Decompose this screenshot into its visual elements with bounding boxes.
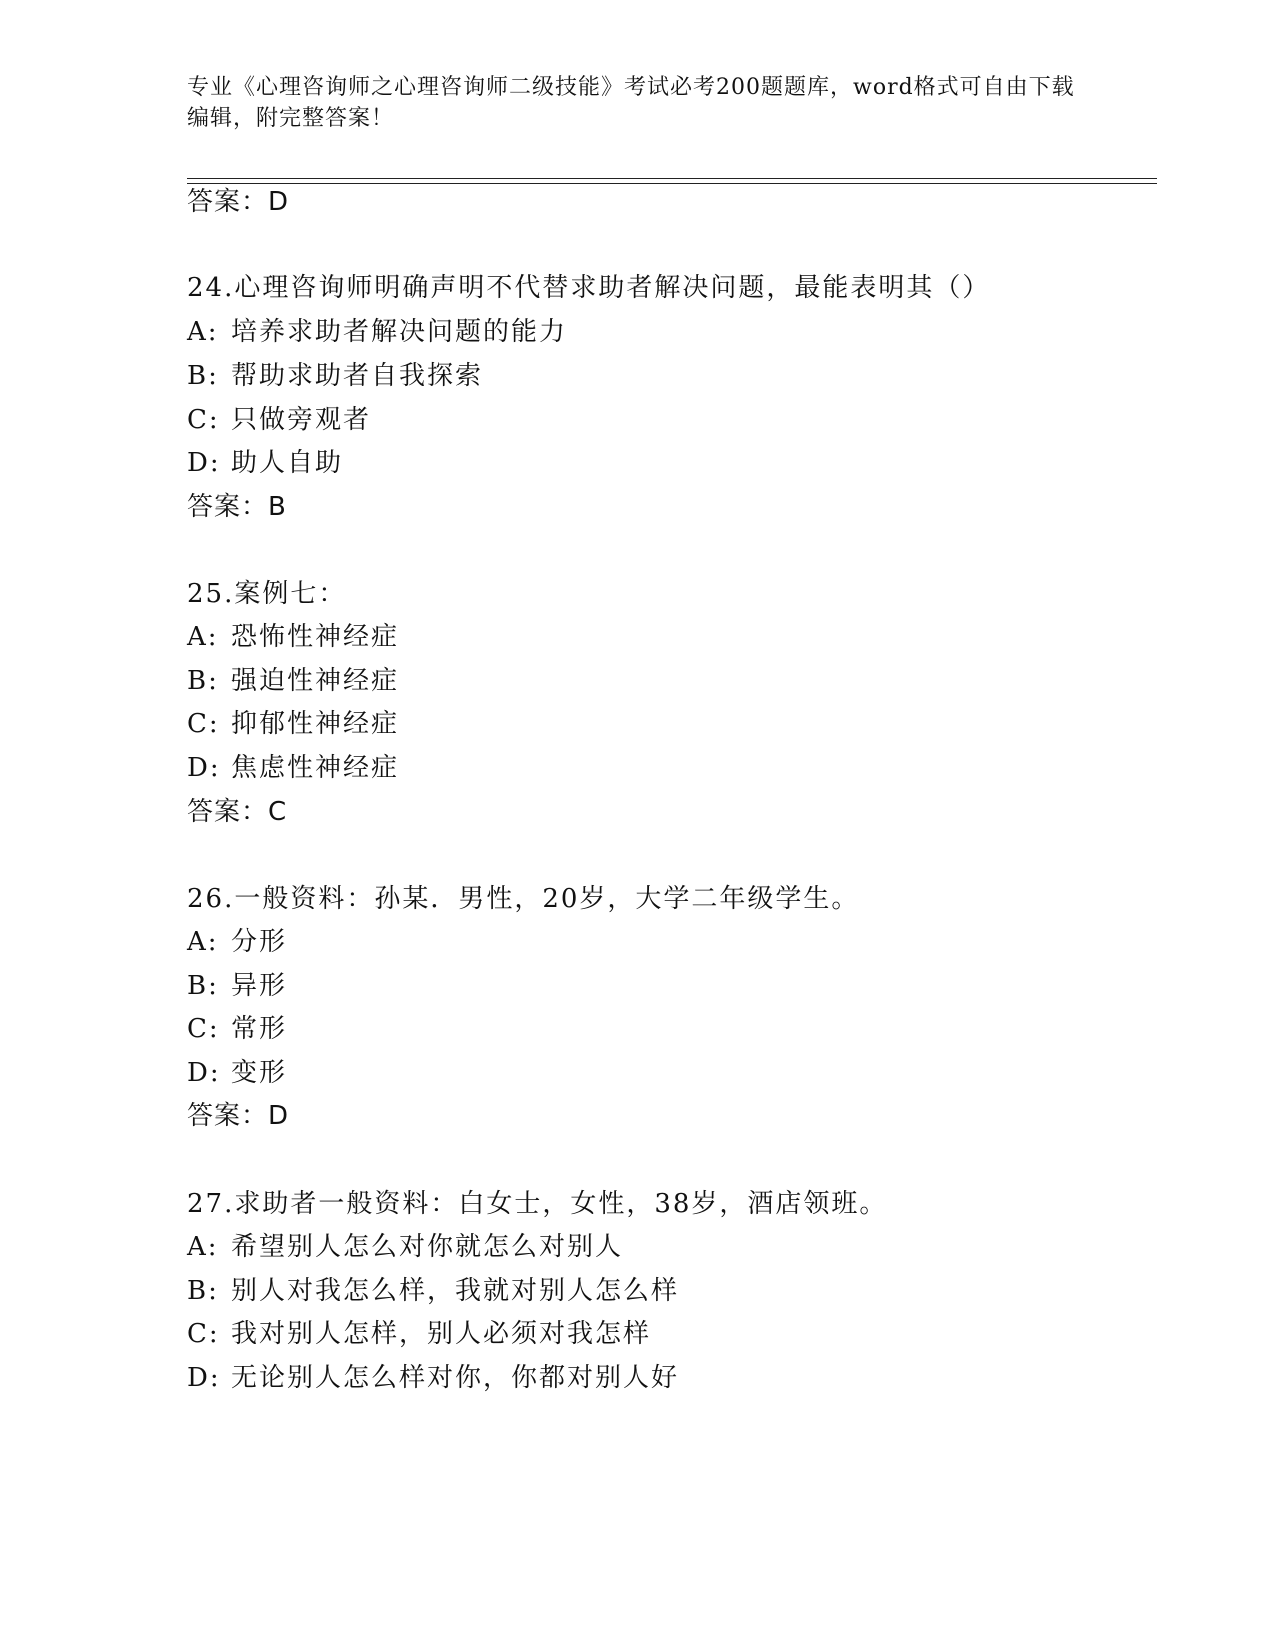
option-text: 帮助求助者自我探索 [231, 361, 484, 391]
previous-answer: 答案：D [187, 187, 290, 217]
option-row [187, 316, 567, 348]
option-text: 分形 [231, 927, 288, 957]
option-text: 我对别人怎样，别人必须对我怎样 [231, 1319, 652, 1349]
option-row [187, 665, 399, 697]
option-row [187, 970, 287, 1002]
option-row [187, 1057, 287, 1089]
option-label: B: [187, 971, 219, 1001]
header-divider-bottom [187, 183, 1157, 184]
option-text: 异形 [231, 971, 288, 1001]
option-text: 焦虑性神经症 [231, 753, 400, 783]
option-row [187, 447, 343, 479]
option-row [187, 360, 483, 392]
option-label: C: [187, 1319, 220, 1349]
option-label: D: [187, 1363, 221, 1393]
option-text: 助人自助 [231, 448, 344, 478]
option-label: C: [187, 1014, 220, 1044]
option-label: D: [187, 753, 221, 783]
question-stem: 26.一般资料：孙某．男性，20岁，大学二年级学生。 [187, 884, 860, 914]
option-label: D: [187, 448, 221, 478]
option-label: A: [187, 1232, 219, 1262]
option-row [187, 1275, 679, 1307]
answer-line: 答案：B [187, 492, 287, 522]
option-row [187, 404, 371, 436]
option-label: D: [187, 1058, 221, 1088]
option-label: C: [187, 405, 220, 435]
option-text: 希望别人怎么对你就怎么对别人 [231, 1232, 624, 1262]
option-label: A: [187, 317, 219, 347]
option-label: B: [187, 361, 219, 391]
option-text: 抑郁性神经症 [231, 709, 400, 739]
option-row [187, 708, 399, 740]
option-text: 强迫性神经症 [231, 666, 400, 696]
option-label: A: [187, 622, 219, 652]
document-header: 专业《心理咨询师之心理咨询师二级技能》考试必考200题题库，word格式可自由下载编辑，附完整答案！ [187, 75, 1075, 131]
answer-line: 答案：D [187, 1101, 290, 1131]
option-text: 无论别人怎么样对你，你都对别人好 [231, 1363, 680, 1393]
option-text: 恐怖性神经症 [231, 622, 400, 652]
option-row [187, 752, 399, 784]
option-row [187, 926, 287, 958]
option-row [187, 1013, 287, 1045]
option-row [187, 621, 399, 653]
option-text: 变形 [231, 1058, 288, 1088]
question-stem: 25.案例七： [187, 579, 347, 609]
option-text: 别人对我怎么样，我就对别人怎么样 [231, 1276, 680, 1306]
option-text: 只做旁观者 [231, 405, 372, 435]
question-stem: 24.心理咨询师明确声明不代替求助者解决问题，最能表明其（） [187, 273, 991, 303]
option-text: 培养求助者解决问题的能力 [231, 317, 568, 347]
option-label: B: [187, 666, 219, 696]
option-label: C: [187, 709, 220, 739]
header-divider-top [187, 178, 1157, 179]
option-row [187, 1231, 623, 1263]
option-row [187, 1362, 679, 1394]
option-row [187, 1318, 651, 1350]
option-label: B: [187, 1276, 219, 1306]
answer-line: 答案：C [187, 797, 288, 827]
option-text: 常形 [231, 1014, 288, 1044]
question-stem: 27.求助者一般资料：白女士，女性，38岁，酒店领班。 [187, 1189, 888, 1219]
option-label: A: [187, 927, 219, 957]
